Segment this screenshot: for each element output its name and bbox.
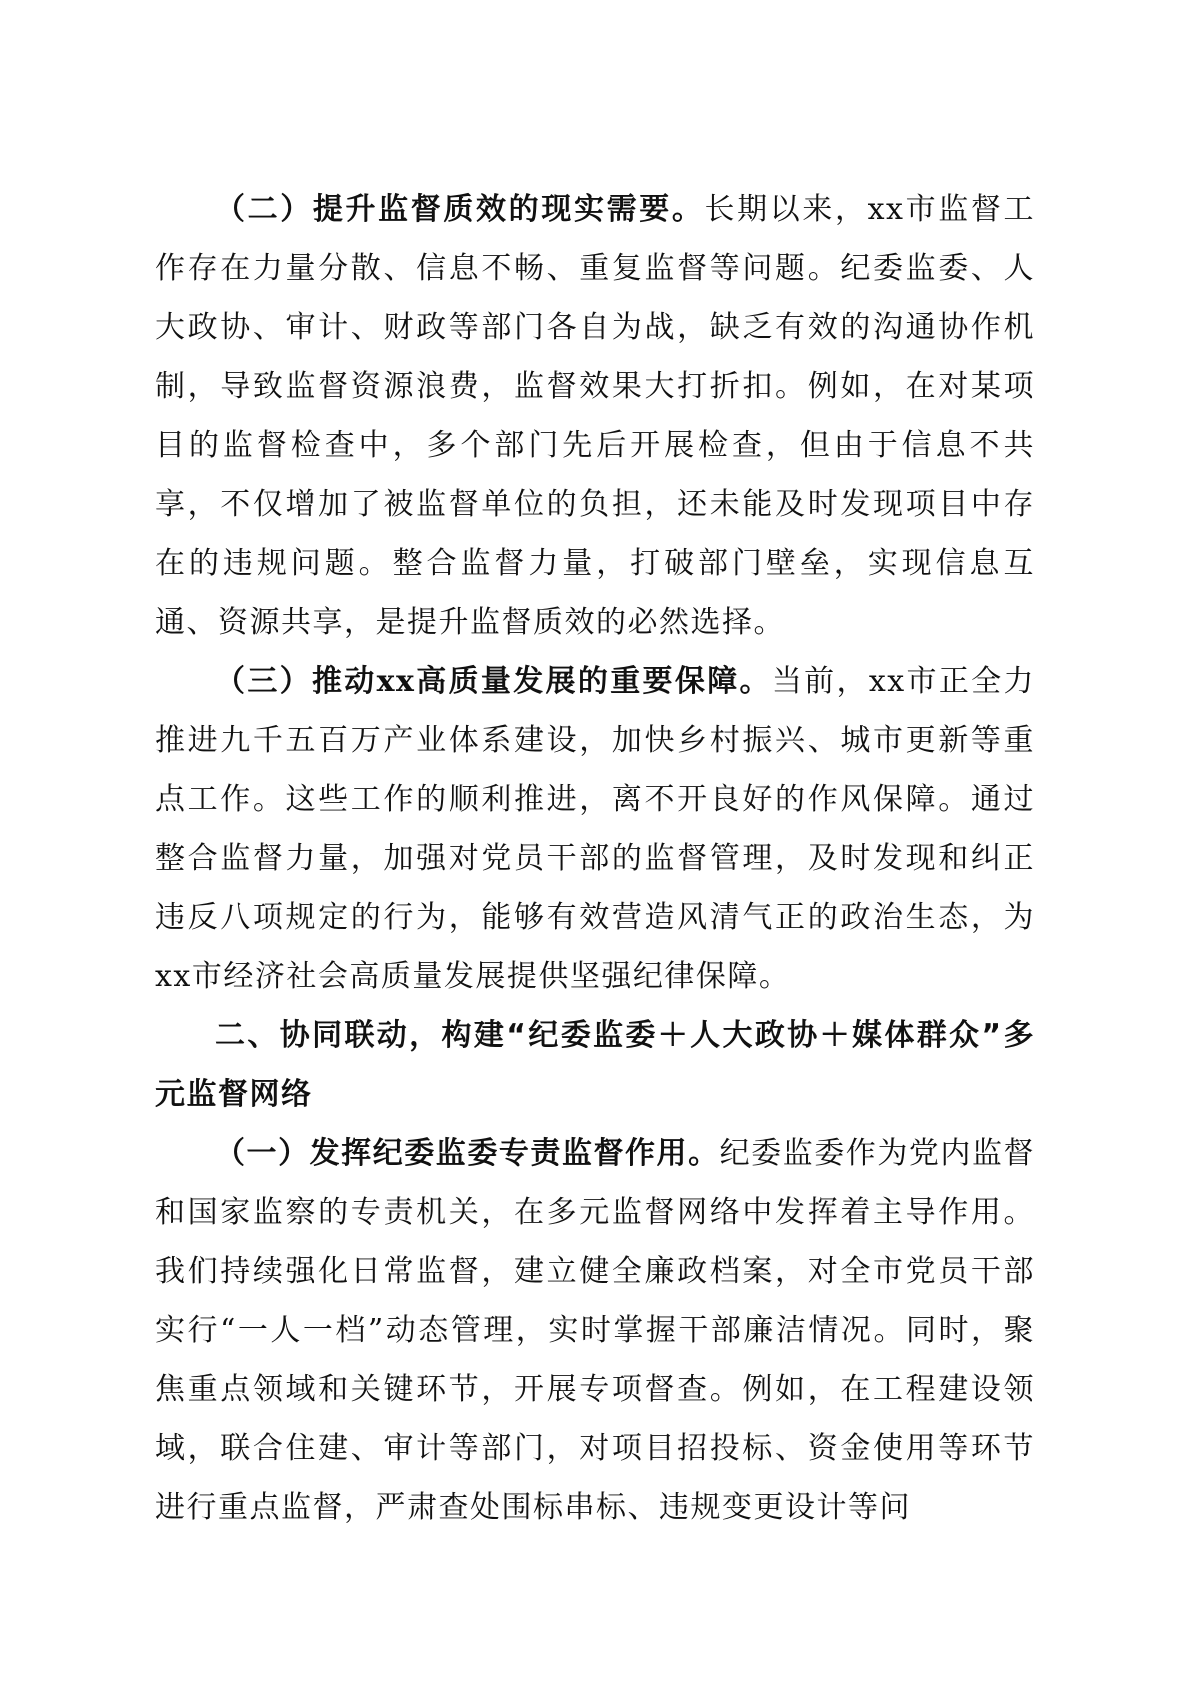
paragraph-text: 当前，xx市正全力推进九千五百万产业体系建设，加快乡村振兴、城市更新等重点工作。这些工作的顺利推进，离不开良好的作风保障。通过整合监督力量，加强对党员干部的监督管理，及时发现和纠正违反八项规定的行为，能够有效营造风清气正的政治生态，为xx市经济社会高质量发展提供坚强纪律保障。	[155, 664, 1035, 994]
paragraph-discipline-commission	[155, 1124, 1035, 1537]
paragraph-text: 纪委监委作为党内监督和国家监察的专责机关，在多元监督网络中发挥着主导作用。我们持续强化日常监督，建立健全廉政档案，对全市党员干部实行“一人一档”动态管理，实时掌握干部廉洁情况。同时，聚焦重点领域和关键环节，开展专项督查。例如，在工程建设领域，联合住建、审计等部门，对项目招投标、资金使用等环节进行重点监督，严肃查处围标串标、违规变更设计等问	[155, 1136, 1036, 1525]
paragraph-quality-supervision	[155, 180, 1035, 652]
document-body	[155, 180, 1035, 1537]
paragraph-high-quality-development	[155, 652, 1035, 1006]
paragraph-text: 长期以来，xx市监督工作存在力量分散、信息不畅、重复监督等问题。纪委监委、人大政协、审计、财政等部门各自为战，缺乏有效的沟通协作机制，导致监督资源浪费，监督效果大打折扣。例如，在对某项目的监督检查中，多个部门先后开展检查，但由于信息不共享，不仅增加了被监督单位的负担，还未能及时发现项目中存在的违规问题。整合监督力量，打破部门壁垒，实现信息互通、资源共享，是提升监督质效的必然选择。	[155, 192, 1036, 640]
subheading-discipline-commission: （一）发挥纪委监委专责监督作用。	[215, 1136, 720, 1171]
subheading-quality-supervision: （二）提升监督质效的现实需要。	[215, 192, 705, 227]
subheading-high-quality-development: （三）推动xx高质量发展的重要保障。	[215, 664, 772, 699]
section-heading: 二、协同联动，构建“纪委监委＋人大政协＋媒体群众”多元监督网络	[155, 1018, 1035, 1112]
